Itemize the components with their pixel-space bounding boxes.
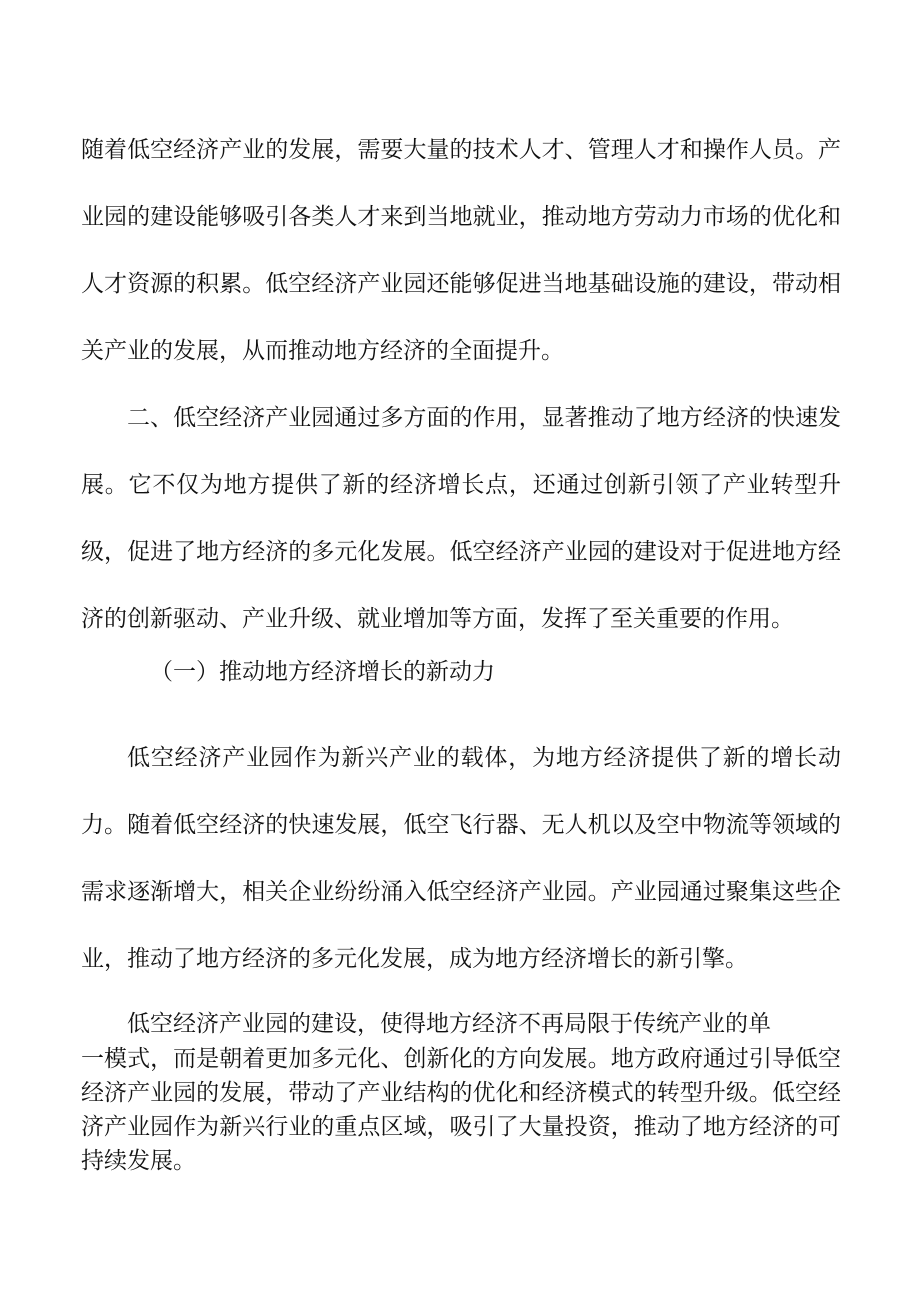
paragraph-diversification: 一模式，而是朝着更加多元化、创新化的方向发展。地方政府通过引导低空经济产业园的发展，带动了产业结构的优化和经济模式的转型升级。低空经济产业园作为新兴行业的重点区域，吸引了大量投资，推动了地方经济的可持续发展。 bbox=[81, 1046, 841, 1174]
paragraph-new-momentum: 低空经济产业园作为新兴产业的载体，为地方经济提供了新的增长动力。随着低空经济的快速发展，低空飞行器、无人机以及空中物流等领域的需求逐渐增大，相关企业纷纷涌入低空经济产业园。产业园通过聚集这些企业，推动了地方经济的多元化发展，成为地方经济增长的新引擎。 bbox=[81, 745, 841, 972]
paragraph-talent: 随着低空经济产业的发展，需要大量的技术人才、管理人才和操作人员。产业园的建设能够吸引各类人才来到当地就业，推动地方劳动力市场的优化和人才资源的积累。低空经济产业园还能够促进当地基础设施的建设，带动相关产业的发展，从而推动地方经济的全面提升。 bbox=[81, 137, 841, 364]
section-heading: （一）推动地方经济增长的新动力 bbox=[150, 659, 495, 685]
paragraph-section-two: 二、低空经济产业园通过多方面的作用，显著推动了地方经济的快速发展。它不仅为地方提供了新的经济增长点，还通过创新引领了产业转型升级，促进了地方经济的多元化发展。低空经济产业园的建设对于促进地方经济的创新驱动、产业升级、就业增加等方面，发挥了至关重要的作用。 bbox=[81, 405, 841, 632]
paragraph-diversification-first-line: 低空经济产业园的建设，使得地方经济不再局限于传统产业的单 bbox=[127, 1011, 771, 1037]
